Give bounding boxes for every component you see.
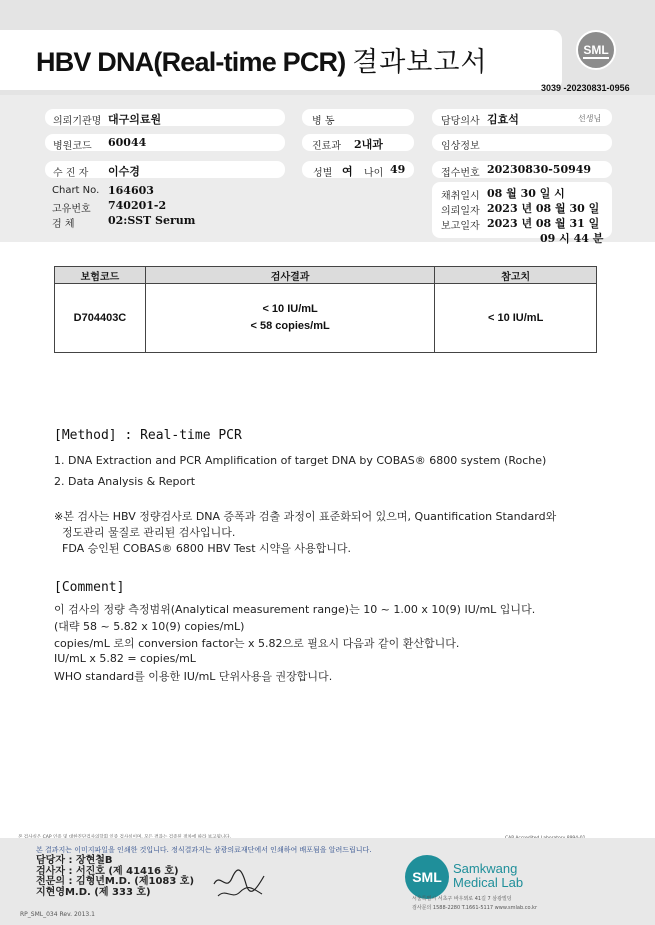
results-header-row	[55, 267, 597, 284]
footer-address: 서울특별시 서초구 바우뫼로 41길 7 삼광빌딩	[412, 896, 512, 902]
method-item-2: 2. Data Analysis & Report	[54, 475, 196, 488]
age-value: 49	[390, 163, 406, 176]
report-time: 09 시 44 분	[540, 232, 604, 245]
header-reference: 참고치	[435, 267, 597, 284]
table-row	[55, 284, 597, 353]
clinical-label: 임상정보	[441, 141, 480, 152]
id-value: 740201-2	[108, 199, 167, 212]
org-value: 대구의료원	[108, 113, 162, 126]
results-table	[54, 266, 597, 353]
chart-label: Chart No.	[52, 185, 100, 196]
method-note-1: ※본 검사는 HBV 정량검사로 DNA 증폭과 검출 과정이 표준화되어 있으며, Quantification Standard와	[54, 510, 557, 523]
dept-value: 2내과	[354, 138, 383, 151]
staff-line-4: 지현영M.D. (제 333 호)	[36, 887, 151, 898]
collect-value: 08 월 30 일 시	[487, 187, 565, 200]
signature-icon	[210, 862, 270, 902]
doctor-value: 김효석	[487, 113, 519, 126]
request-label: 의뢰일자	[441, 206, 480, 217]
comment-line-5: WHO standard를 이용한 IU/mL 단위사용을 권장합니다.	[54, 670, 333, 683]
comment-heading: [Comment]	[54, 580, 125, 595]
examinee-value: 이수경	[108, 165, 140, 178]
samkwang-logo-icon: SML	[405, 855, 449, 899]
reference-value: < 10 IU/mL	[435, 284, 597, 353]
chart-value: 164603	[108, 184, 154, 197]
comment-line-2: (대략 58 ~ 5.82 x 10(9) copies/mL)	[54, 620, 245, 633]
form-code: RP_SML_034 Rev. 2013.1	[20, 911, 95, 918]
samkwang-logo-text	[453, 862, 523, 890]
comment-line-1: 이 검사의 정량 측정범위(Analytical measurement range)는 10 ~ 1.00 x 10(9) IU/mL 입니다.	[54, 603, 536, 616]
staff-line-3: 전문의 : 김형년M.D. (제1083 호)	[36, 876, 195, 887]
footer-contact: 검사문의 1588-2280 T.1661-5117 www.smlab.co.kr	[412, 905, 537, 911]
collect-label: 채취일시	[441, 191, 480, 202]
staff-line-2: 검사자 : 서진호 (제 41416 호)	[36, 866, 179, 877]
staff-line-1: 담당자 : 장현철B	[36, 855, 113, 866]
result-iu: < 10 IU/mL	[262, 303, 318, 315]
examinee-label: 수 진 자	[53, 168, 89, 179]
specimen-label: 검 체	[52, 219, 75, 230]
sml-logo-icon: SML	[576, 30, 616, 70]
request-value: 2023 년 08 월 30 일	[487, 202, 600, 215]
dept-label: 진료과	[312, 141, 341, 152]
hospital-code-label: 병원코드	[53, 141, 92, 152]
result-copies: < 58 copies/mL	[250, 320, 330, 332]
receipt-value: 20230830-50949	[487, 163, 592, 176]
hospital-code-value: 60044	[108, 136, 147, 149]
method-item-1: 1. DNA Extraction and PCR Amplification of target DNA by COBAS® 6800 system (Roche)	[54, 454, 547, 467]
result-value-cell	[145, 284, 434, 353]
specimen-value: 02:SST Serum	[108, 214, 196, 227]
method-heading: [Method] : Real-time PCR	[54, 428, 242, 443]
report-value: 2023 년 08 월 31 일	[487, 217, 600, 230]
comment-line-4: IU/mL x 5.82 = copies/mL	[54, 652, 196, 665]
age-label: 나이	[364, 168, 384, 179]
comment-line-3: copies/mL 로의 conversion factor는 x 5.82으로 필요시 다음과 같이 환산합니다.	[54, 637, 460, 650]
sex-label: 성별	[313, 168, 333, 179]
title-korean: 결과보고서	[352, 47, 488, 78]
report-label: 보고일자	[441, 221, 480, 232]
doctor-suffix: 선생님	[578, 114, 602, 123]
header-result: 검사결과	[145, 267, 434, 284]
result-code: D704403C	[55, 284, 146, 353]
report-title	[36, 40, 488, 79]
doctor-label: 담당의사	[441, 116, 480, 127]
title-prefix: HBV DNA(Real-time PCR)	[36, 47, 353, 77]
sex-value: 여	[342, 165, 353, 178]
logo-line-1: Samkwang	[453, 861, 518, 876]
footer-notice: 본 결과지는 이미지파일을 인쇄한 것입니다. 정식결과지는 삼광의료재단에서 인쇄하여 배포됨을 알려드립니다.	[36, 846, 372, 854]
id-label: 고유번호	[52, 204, 91, 215]
method-note-2: 정도관리 물질로 관리된 검사입니다.	[62, 526, 236, 539]
doc-number-1: 3039 -20230831-0956	[541, 83, 630, 93]
logo-line-2: Medical Lab	[453, 875, 524, 890]
method-note-3: FDA 승인된 COBAS® 6800 HBV Test 시약을 사용합니다.	[62, 542, 352, 555]
ward-label: 병 동	[312, 116, 335, 127]
logo-underline	[583, 57, 609, 59]
header-insurance-code: 보험코드	[55, 267, 146, 284]
org-label: 의뢰기관명	[53, 116, 102, 127]
receipt-label: 접수번호	[441, 168, 480, 179]
